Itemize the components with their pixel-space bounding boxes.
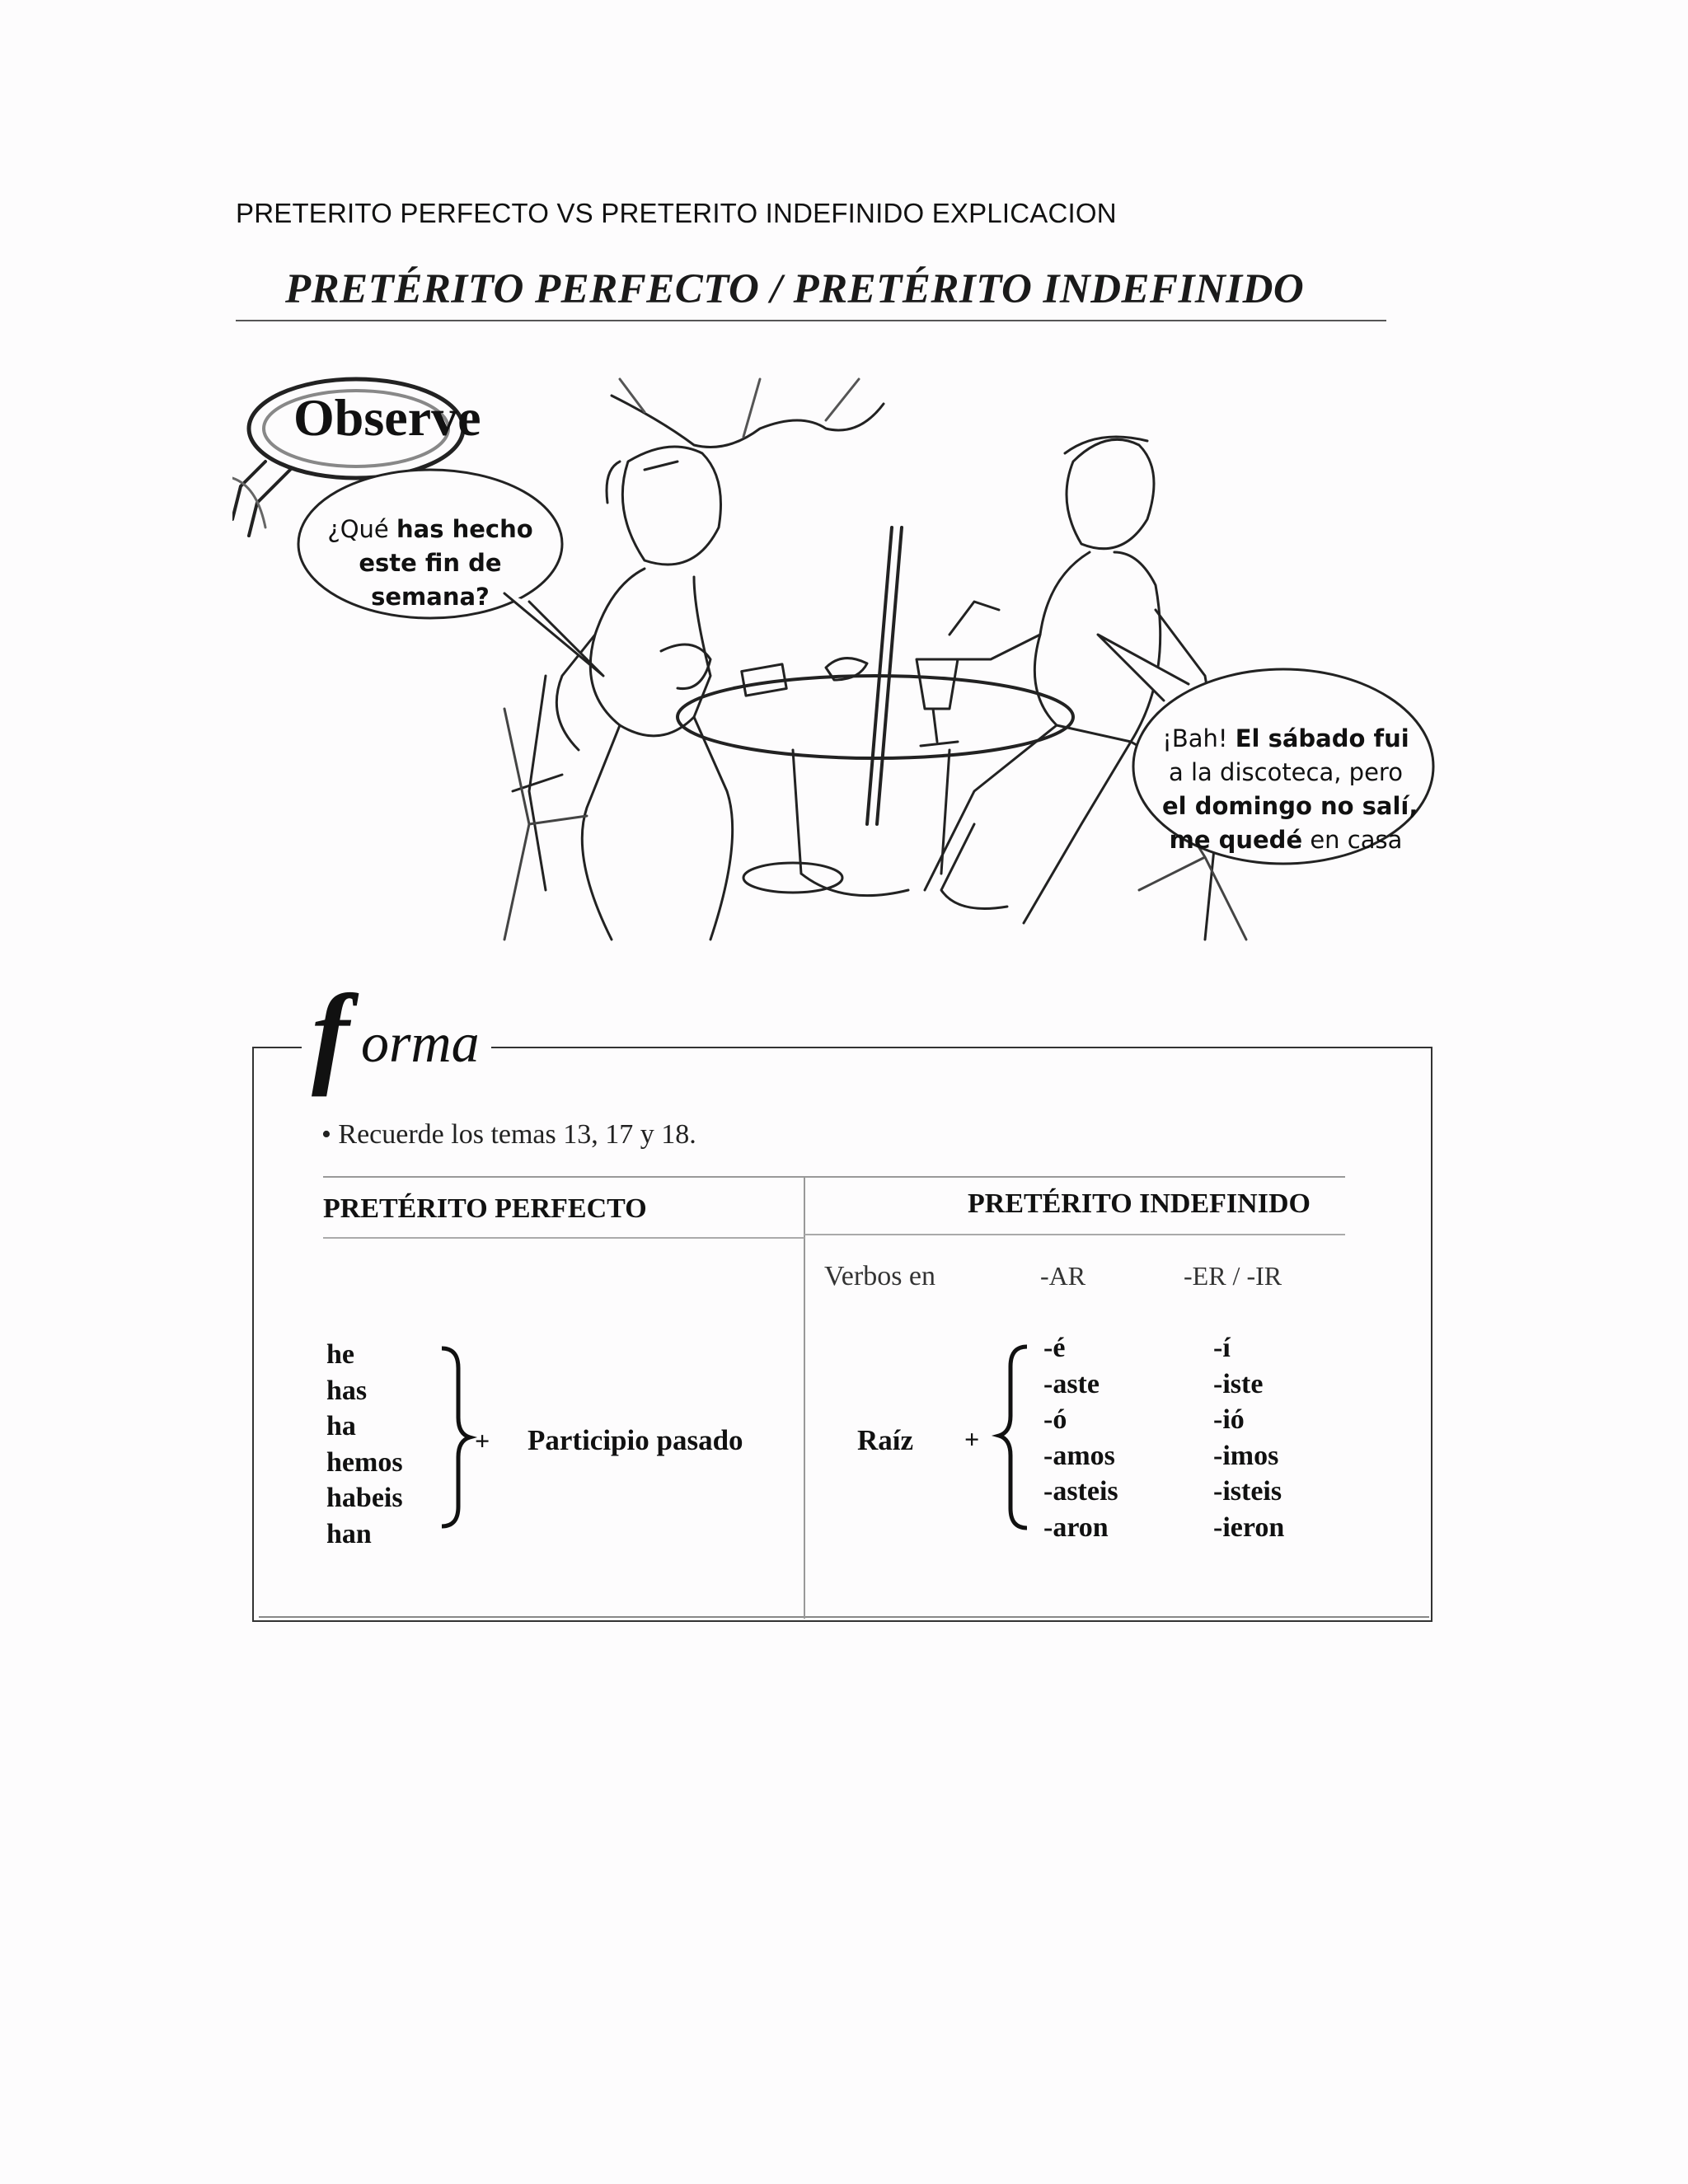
ending-item: -imos (1213, 1440, 1279, 1471)
indefinido-header: PRETÉRITO INDEFINIDO (968, 1188, 1311, 1219)
plus-sign: + (475, 1426, 490, 1455)
cafe-illustration (232, 363, 1452, 956)
forma-title: orma (361, 1011, 480, 1074)
auxiliary-item: hemos (326, 1446, 403, 1478)
er-ir-endings-list (1213, 1330, 1284, 1545)
title-rule (236, 320, 1386, 321)
ending-item: -asteis (1043, 1476, 1118, 1507)
ending-item: -é (1043, 1333, 1066, 1363)
ending-item: -aste (1043, 1368, 1100, 1399)
auxiliary-list (326, 1337, 403, 1552)
ending-item: -í (1213, 1333, 1231, 1363)
ending-item: -amos (1043, 1440, 1115, 1471)
document-heading: PRETERITO PERFECTO VS PRETERITO INDEFINIDO EXPLICACION (236, 198, 1117, 228)
forma-note: • Recuerde los temas 13, 17 y 18. (321, 1119, 696, 1150)
observe-title: Observe (293, 388, 481, 447)
participle-label: Participio pasado (528, 1424, 743, 1456)
plus-sign: + (964, 1424, 980, 1454)
col-er-ir-label: -ER / -IR (1184, 1261, 1282, 1291)
ending-item: -isteis (1213, 1476, 1282, 1507)
ar-endings-list (1043, 1330, 1118, 1545)
forma-title-initial: f (312, 971, 349, 1097)
ending-item: -ó (1043, 1404, 1067, 1435)
col-ar-label: -AR (1040, 1261, 1086, 1291)
auxiliary-item: habeis (326, 1483, 403, 1513)
ending-item: -ieron (1213, 1511, 1285, 1543)
ending-item: -iste (1213, 1368, 1264, 1399)
scan-title: PRETÉRITO PERFECTO / PRETÉRITO INDEFINIDO (285, 266, 1305, 312)
ending-item: -ió (1213, 1404, 1245, 1435)
auxiliary-item: has (326, 1375, 368, 1406)
speech-bubble-left-text: ¿Qué has hecho este fin de semana? (327, 515, 533, 611)
speech-bubble-right-text: ¡Bah! El sábado fui a la discoteca, pero el domingo no salí, me quedé en casa (1162, 724, 1418, 854)
verbs-label: Verbos en (824, 1261, 936, 1291)
auxiliary-item: han (326, 1518, 372, 1549)
auxiliary-item: ha (326, 1411, 356, 1441)
perfecto-header: PRETÉRITO PERFECTO (323, 1193, 647, 1224)
root-label: Raíz (857, 1424, 914, 1456)
ending-item: -aron (1043, 1511, 1109, 1543)
auxiliary-item: he (326, 1339, 354, 1370)
